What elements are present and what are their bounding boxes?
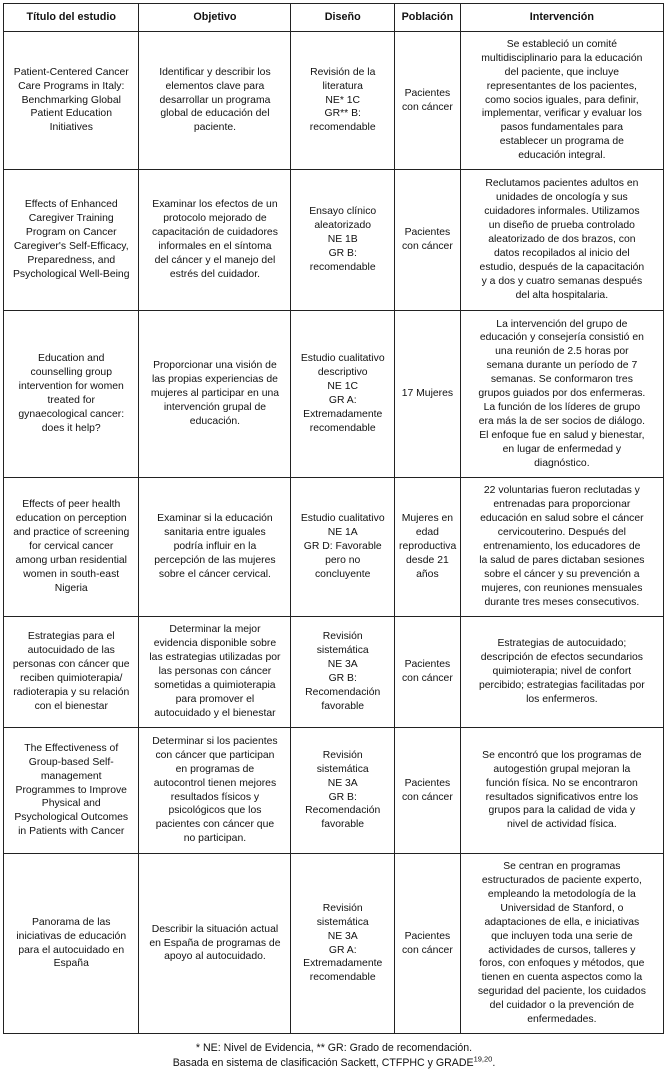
cell-objetivo: Proporcionar una visión de las propias experiencias de mujeres al participar en una intervención grupal de educación. [139, 311, 291, 478]
cell-poblacion: Pacientes con cáncer [395, 728, 461, 854]
table-row [4, 311, 664, 478]
table-row [4, 617, 664, 728]
cell-objetivo: Determinar si los pacientes con cáncer que participan en programas de autocontrol tienen mejores resultados físicos y psicológicos que los pacientes con cáncer que no participan. [139, 728, 291, 854]
footnote-abbreviations: * NE: Nivel de Evidencia, ** GR: Grado de recomendación. [195, 1042, 473, 1054]
cell-titulo: Estrategias para el autocuidado de las personas con cáncer que reciben quimioterapia/ radioterapia y su relación con el bienestar [4, 617, 139, 728]
header-intervencion: Intervención [460, 4, 663, 32]
cell-objetivo: Determinar la mejor evidencia disponible sobre las estrategias utilizadas por las personas con cáncer sometidas a quimioterapia para promover el autocuidado y el bienestar [139, 617, 291, 728]
cell-poblacion: Pacientes con cáncer [395, 170, 461, 311]
cell-titulo: Patient-Centered Cancer Care Programs in Italy: Benchmarking Global Patient Education Initiatives [4, 32, 139, 170]
cell-poblacion: Pacientes con cáncer [395, 854, 461, 1034]
cell-titulo: Effects of peer health education on perception and practice of screening for cervical cancer among urban residential women in south-east Nigeria [4, 478, 139, 617]
footnote-source-text: Basada en sistema de clasificación Sackett, CTFPHC y GRADE [172, 1057, 474, 1069]
studies-table [3, 3, 664, 1034]
cell-intervencion: La intervención del grupo de educación y consejería consistió en una reunión de 2.5 horas por semana durante un período de 7 semanas. Se conformaron tres grupos guiados por dos enfermeras. La función de los líderes de grupo era más la de ser socios de diálogo. El enfoque fue en salud y bienestar, en lugar de enfermedad y diagnóstico. [460, 311, 663, 478]
footnote-references: 19,20 [473, 1054, 493, 1064]
cell-objetivo: Examinar los efectos de un protocolo mejorado de capacitación de cuidadores informales en el síntoma del cáncer y el manejo del estrés del cuidador. [139, 170, 291, 311]
cell-titulo: Effects of Enhanced Caregiver Training Program on Cancer Caregiver's Self-Efficacy, Preparedness, and Psychological Well-Being [4, 170, 139, 311]
cell-intervencion: Se centran en programas estructurados de paciente experto, empleando la metodología de la Universidad de Stanford, o adaptaciones de ella, e iniciativas que incluyen toda una serie de actividades de cursos, talleres y foros, con enfoques y métodos, que tienen en cuenta aspectos como la seguridad del paciente, los cuidados del cuidador o la prevención de enfermedades. [460, 854, 663, 1034]
cell-diseno: Ensayo clínico aleatorizado NE 1B GR B: recomendable [291, 170, 395, 311]
cell-objetivo: Examinar si la educación sanitaria entre iguales podría influir en la percepción de las mujeres sobre el cáncer cervical. [139, 478, 291, 617]
cell-objetivo: Identificar y describir los elementos clave para desarrollar un programa global de educación del paciente. [139, 32, 291, 170]
cell-intervencion: 22 voluntarias fueron reclutadas y entrenadas para proporcionar educación en salud sobre el cáncer cervicouterino. Después del entrenamiento, los educadores de la salud de pares dictaban sesiones sobre el cáncer y su prevención a mujeres, con reuniones mensuales durante tres meses consecutivos. [460, 478, 663, 617]
table-row [4, 170, 664, 311]
cell-diseno: Revisión de la literatura NE* 1C GR** B: recomendable [291, 32, 395, 170]
cell-intervencion: Se estableció un comité multidisciplinario para la educación del paciente, que incluye representantes de los pacientes, como socios iguales, para definir, implementar, verificar y evaluar los pasos fundamentales para establecer un programa de educación integral. [460, 32, 663, 170]
cell-diseno: Estudio cualitativo descriptivo NE 1C GR A: Extremadamente recomendable [291, 311, 395, 478]
table-row [4, 478, 664, 617]
cell-diseno: Revisión sistemática NE 3A GR A: Extremadamente recomendable [291, 854, 395, 1034]
cell-diseno: Revisión sistemática NE 3A GR B: Recomendación favorable [291, 617, 395, 728]
header-objetivo: Objetivo [139, 4, 291, 32]
table-row [4, 32, 664, 170]
cell-poblacion: Mujeres en edad reproductiva desde 21 años [395, 478, 461, 617]
header-row [4, 4, 664, 32]
cell-titulo: Panorama de las iniciativas de educación para el autocuidado en España [4, 854, 139, 1034]
footnote-period: . [492, 1057, 496, 1069]
cell-diseno: Estudio cualitativo NE 1A GR D: Favorable pero no concluyente [291, 478, 395, 617]
cell-intervencion: Se encontró que los programas de autogestión grupal mejoran la función física. No se encontraron resultados significativos entre los grupos para la calidad de vida y nivel de actividad física. [460, 728, 663, 854]
cell-intervencion: Reclutamos pacientes adultos en unidades de oncología y sus cuidadores informales. Utilizamos un diseño de prueba controlado aleatorizado de dos brazos, con datos recopilados al inicio del estudio, después de la capacitación y a dos y cuatro semanas después del alta hospitalaria. [460, 170, 663, 311]
cell-poblacion: 17 Mujeres [395, 311, 461, 478]
cell-poblacion: Pacientes con cáncer [395, 32, 461, 170]
footnote-source [0, 1056, 668, 1070]
header-diseno: Diseño [291, 4, 395, 32]
header-titulo: Título del estudio [4, 4, 139, 32]
table-row [4, 728, 664, 854]
cell-intervencion: Estrategias de autocuidado; descripción de efectos secundarios quimioterapia; nivel de confort percibido; estrategias facilitadas por los enfermeros. [460, 617, 663, 728]
cell-poblacion: Pacientes con cáncer [395, 617, 461, 728]
table-row [4, 854, 664, 1034]
cell-objetivo: Describir la situación actual en España de programas de apoyo al autocuidado. [139, 854, 291, 1034]
cell-titulo: The Effectiveness of Group-based Self- management Programmes to Improve Physical and Psychological Outcomes in Patients with Cancer [4, 728, 139, 854]
cell-diseno: Revisión sistemática NE 3A GR B: Recomendación favorable [291, 728, 395, 854]
cell-titulo: Education and counselling group intervention for women treated for gynaecological cancer: does it help? [4, 311, 139, 478]
header-poblacion: Población [395, 4, 461, 32]
